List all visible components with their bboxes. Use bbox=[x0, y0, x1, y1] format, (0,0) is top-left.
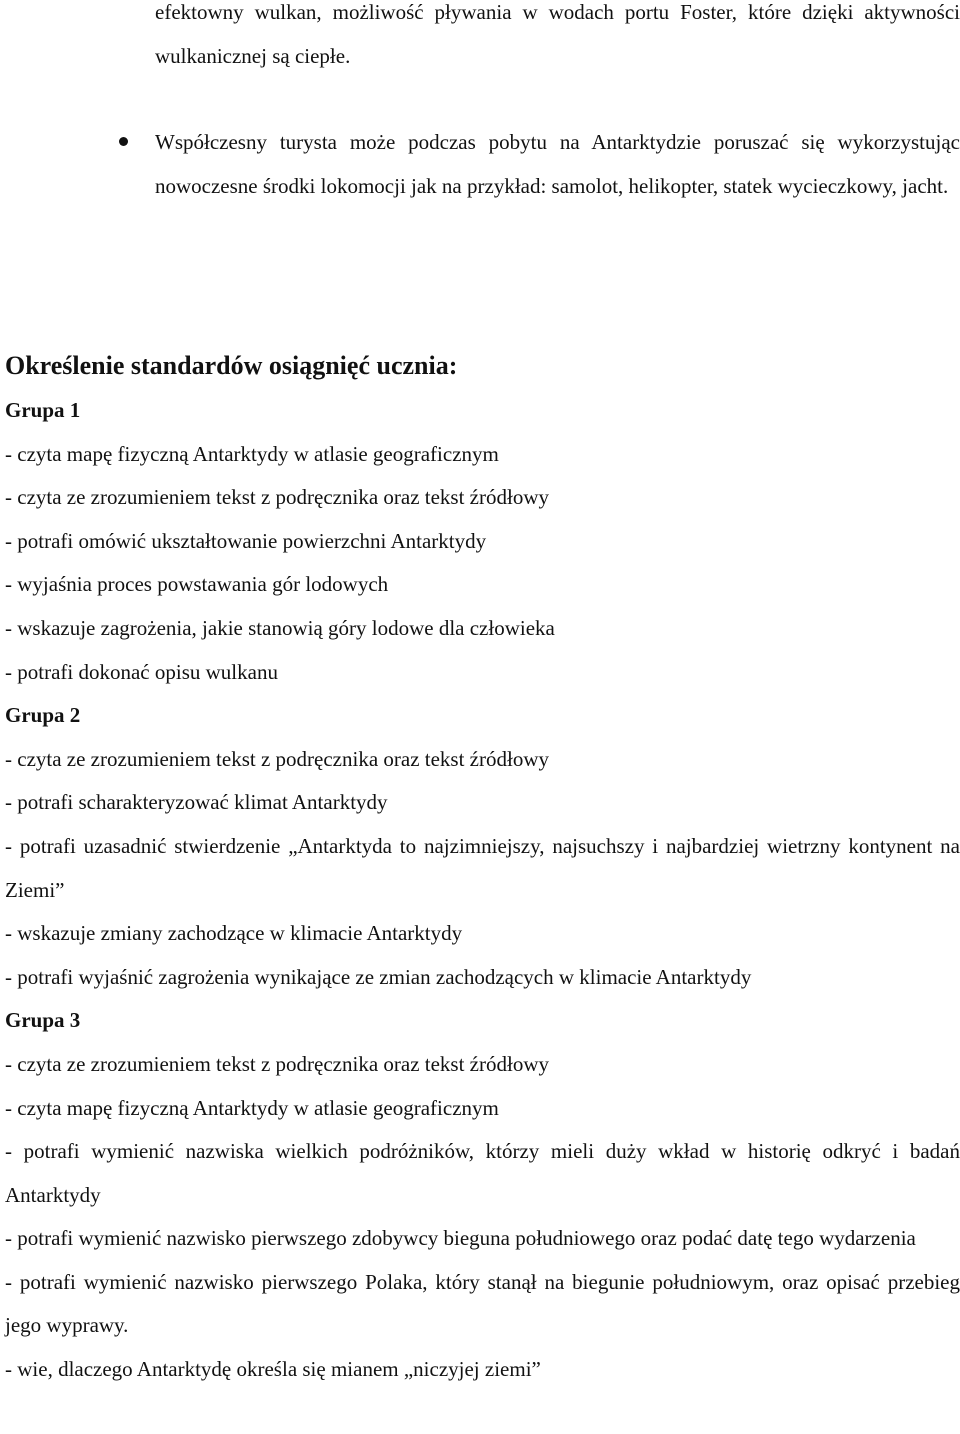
list-item: - czyta ze zrozumieniem tekst z podręcznika oraz tekst źródłowy bbox=[5, 746, 550, 771]
list-item: - wskazuje zmiany zachodzące w klimacie Antarktydy bbox=[5, 921, 463, 946]
group-title: Grupa 1 bbox=[5, 398, 81, 422]
continuation-paragraph: efektowny wulkan, możliwość pływania w wodach portu Foster, które dzięki aktywności wulkanicznej są ciepłe. bbox=[155, 0, 960, 68]
group-title: Grupa 3 bbox=[5, 1008, 81, 1033]
list-item: - czyta ze zrozumieniem tekst z podręcznika oraz tekst źródłowy bbox=[5, 485, 550, 510]
group-1 bbox=[5, 389, 960, 694]
list-item: - potrafi wymienić nazwisko pierwszego zdobywcy bieguna południowego oraz podać datę tego wydarzenia bbox=[5, 1226, 916, 1251]
list-item: - potrafi uzasadnić stwierdzenie „Antarktyda to najzimniejszy, najsuchszy i najbardziej wietrzny kontynent na Ziemi” bbox=[5, 833, 960, 902]
bullet-dot-icon bbox=[119, 137, 128, 146]
list-item: - czyta ze zrozumieniem tekst z podręcznika oraz tekst źródłowy bbox=[5, 1051, 550, 1076]
list-item: - potrafi omówić ukształtowanie powierzchni Antarktydy bbox=[5, 528, 487, 553]
list-item: - potrafi scharakteryzować klimat Antarktydy bbox=[5, 790, 388, 815]
group-title: Grupa 2 bbox=[5, 703, 81, 728]
list-item: - potrafi dokonać opisu wulkanu bbox=[5, 659, 278, 684]
list-item: - potrafi wymienić nazwiska wielkich podróżników, którzy mieli duży wkład w historię odkryć i badań Antarktydy bbox=[5, 1139, 960, 1207]
list-item: - wskazuje zagrożenia, jakie stanowią góry lodowe dla człowieka bbox=[5, 615, 555, 640]
group-2 bbox=[5, 694, 960, 999]
group-3 bbox=[5, 999, 960, 1391]
list-item: - czyta mapę fizyczną Antarktydy w atlasie geograficznym bbox=[5, 441, 499, 466]
list-item: - wie, dlaczego Antarktydę określa się mianem „niczyjej ziemi” bbox=[5, 1357, 541, 1382]
list-item: - wyjaśnia proces powstawania gór lodowych bbox=[5, 572, 389, 597]
list-item: - potrafi wymienić nazwisko pierwszego Polaka, który stanął na biegunie południowym, oraz opisać przebieg jego wyprawy. bbox=[5, 1269, 960, 1338]
list-item: - potrafi wyjaśnić zagrożenia wynikające ze zmian zachodzących w klimacie Antarktydy bbox=[5, 964, 752, 989]
section-heading: Określenie standardów osiągnięć ucznia: bbox=[5, 351, 458, 380]
bullet-paragraph: Współczesny turysta może podczas pobytu na Antarktydzie poruszać się wykorzystując nowoczesne środki lokomocji jak na przykład: samolot, helikopter, statek wycieczkowy, jacht. bbox=[155, 130, 960, 198]
standards-section bbox=[5, 343, 960, 1392]
list-item: - czyta mapę fizyczną Antarktydy w atlasie geograficznym bbox=[5, 1095, 499, 1120]
